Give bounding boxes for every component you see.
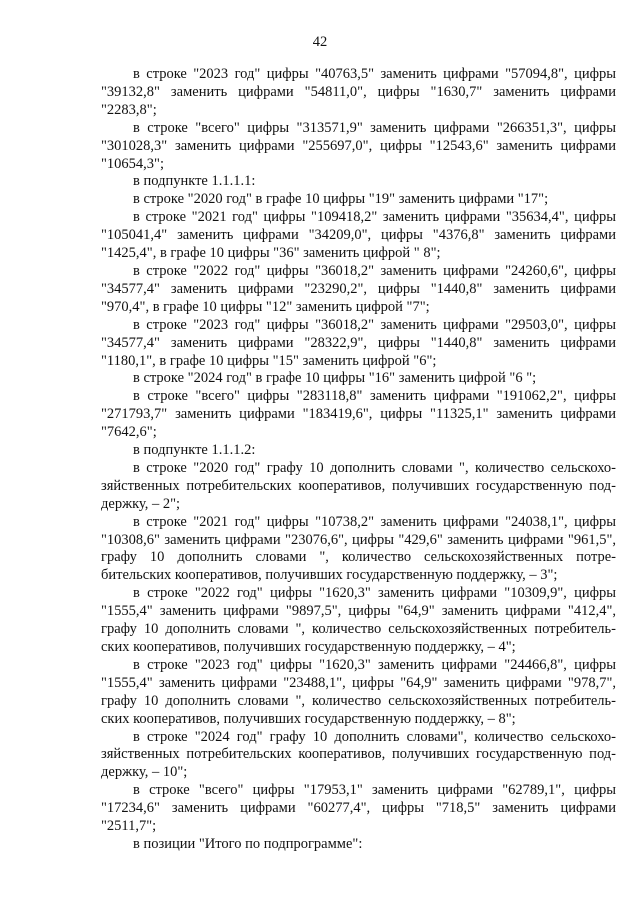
paragraph-1111-2023: в строке "2023 год" цифры "36018,2" заменить цифрами "29503,0", цифры "34577,4" заменить цифрами "28322,9", цифры "1440,8" заменить цифрами "1180,1", в графе 10 цифры "15" заменить цифрой "6";: [101, 316, 616, 369]
paragraph-subitem-1-1-1-2: в подпункте 1.1.1.2:: [133, 442, 256, 459]
paragraph-1111-2021: в строке "2021 год" цифры "109418,2" заменить цифрами "35634,4", цифры "105041,4" заменить цифрами "34209,0", цифры "4376,8" заменить цифрами "1425,4", в графе 10 цифры "36" заменить цифрой " 8";: [101, 209, 616, 262]
paragraph-1111-2024: в строке "2024 год" в графе 10 цифры "16" заменить цифрой "6 ";: [133, 370, 537, 387]
paragraph-1112-total: в строке "всего" цифры "17953,1" заменить цифрами "62789,1", цифры "17234,6" заменить цифрами "60277,4", цифры "718,5" заменить цифрами "2511,7";: [101, 782, 616, 835]
paragraph-1111-2020: в строке "2020 год" в графе 10 цифры "19" заменить цифрами "17";: [133, 191, 549, 208]
paragraph-total-line: в строке "всего" цифры "313571,9" заменить цифрами "266351,3", цифры "301028,3" заменить цифрами "255697,0", цифры "12543,6" заменить цифрами "10654,3";: [101, 119, 616, 172]
page-number: 42: [312, 34, 328, 50]
paragraph-1112-2024: в строке "2024 год" графу 10 дополнить словами", количество сельскохозяйственных потребительских кооперативов, получивших государственную поддержку, – 10";: [101, 728, 616, 781]
paragraph-subitem-1-1-1-1: в подпункте 1.1.1.1:: [133, 173, 256, 190]
paragraph-1111-total: в строке "всего" цифры "283118,8" заменить цифрами "191062,2", цифры "271793,7" заменить цифрами "183419,6", цифры "11325,1" заменить цифрами "7642,6";: [101, 388, 616, 441]
paragraph-1112-2021: в строке "2021 год" цифры "10738,2" заменить цифрами "24038,1", цифры "10308,6" заменить цифрами "23076,6", цифры "429,6" заменить цифрами "961,5", графу 10 дополнить словами ", количество сельскохозяйственных потребительских кооперативов, получивших государственную поддержку, – 3";: [101, 513, 616, 584]
paragraph-subprogram-total: в позиции "Итого по подпрограмме":: [133, 835, 363, 852]
paragraph-1112-2022: в строке "2022 год" цифры "1620,3" заменить цифрами "10309,9", цифры "1555,4" заменить цифрами "9897,5", цифры "64,9" заменить цифрами "412,4", графу 10 дополнить словами ", количество сельскохозяйственных потребительских кооперативов, получивших государственную поддержку, – 4";: [101, 585, 616, 655]
paragraph-1112-2020: в строке "2020 год" графу 10 дополнить словами ", количество сельскохозяйственных потребительских кооперативов, получивших государственную поддержку, – 2";: [101, 459, 616, 512]
document-body: [101, 66, 616, 854]
paragraph-1112-2023: в строке "2023 год" цифры "1620,3" заменить цифрами "24466,8", цифры "1555,4" заменить цифрами "23488,1", цифры "64,9" заменить цифрами "978,7", графу 10 дополнить словами ", количество сельскохозяйственных потребительских кооперативов, получивших государственную поддержку, – 8";: [101, 656, 616, 727]
paragraph-1111-2022: в строке "2022 год" цифры "36018,2" заменить цифрами "24260,6", цифры "34577,4" заменить цифрами "23290,2", цифры "1440,8" заменить цифрами "970,4", в графе 10 цифры "12" заменить цифрой "7";: [101, 262, 616, 315]
paragraph-2023-year-line: в строке "2023 год" цифры "40763,5" заменить цифрами "57094,8", цифры "39132,8" заменить цифрами "54811,0", цифры "1630,7" заменить цифрами "2283,8";: [101, 66, 616, 118]
